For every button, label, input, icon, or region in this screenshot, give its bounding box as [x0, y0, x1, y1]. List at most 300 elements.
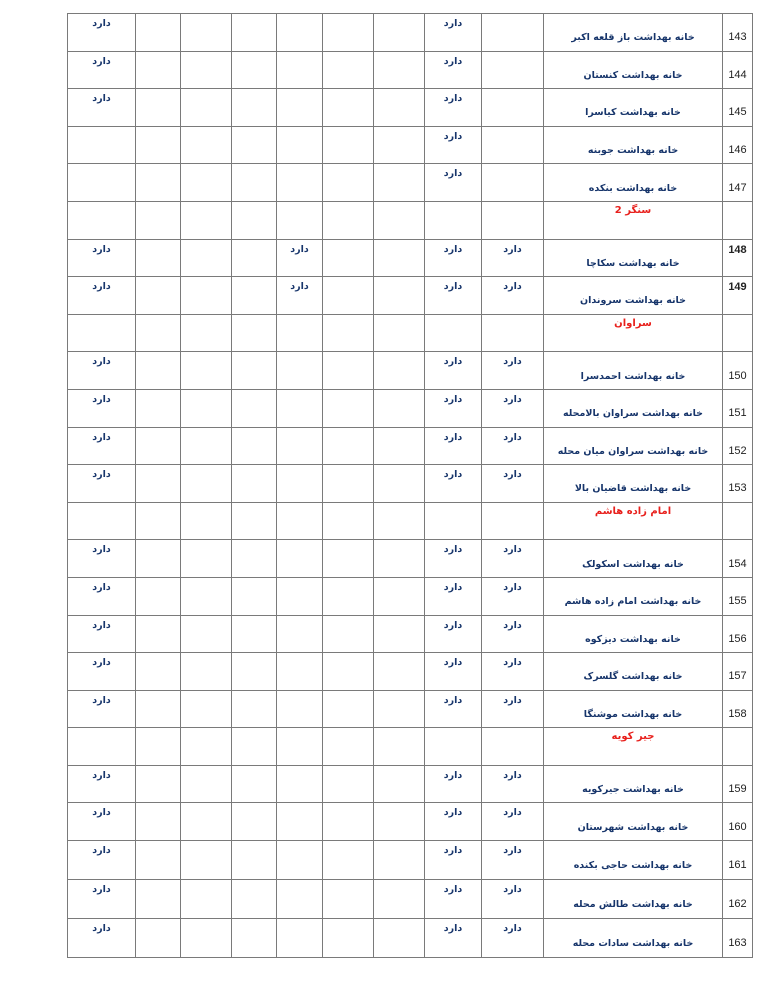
status-cell-c6 [232, 919, 277, 958]
status-cell-c3 [374, 51, 425, 89]
status-cell-c9: دارد [68, 653, 136, 691]
status-cell-c5 [277, 919, 323, 958]
empty-cell [136, 314, 181, 352]
health-house-name: خانه بهداشت احمدسرا [544, 352, 723, 390]
status-cell-c1: دارد [482, 803, 544, 841]
status-cell-c5: دارد [277, 239, 323, 277]
status-cell-c9: دارد [68, 389, 136, 427]
region-header-row [68, 201, 753, 239]
row-number: 146 [723, 126, 753, 164]
status-cell-c7 [181, 352, 232, 390]
region-header-row [68, 314, 753, 352]
status-cell-c9: دارد [68, 577, 136, 615]
row-number: 151 [723, 389, 753, 427]
health-house-name: خانه بهداشت باز قلعه اکبر [544, 14, 723, 52]
status-cell-c4 [323, 277, 374, 315]
status-cell-c7 [181, 690, 232, 728]
health-house-name: خانه بهداشت سروندان [544, 277, 723, 315]
status-cell-c1 [482, 51, 544, 89]
status-cell-c1: دارد [482, 427, 544, 465]
empty-cell [68, 728, 136, 766]
table-row [68, 164, 753, 202]
row-number: 143 [723, 14, 753, 52]
status-cell-c6 [232, 765, 277, 803]
table-row [68, 239, 753, 277]
status-cell-c4 [323, 14, 374, 52]
status-cell-c5 [277, 841, 323, 880]
status-cell-c6 [232, 653, 277, 691]
status-cell-c7 [181, 465, 232, 503]
row-number: 147 [723, 164, 753, 202]
status-cell-c6 [232, 690, 277, 728]
empty-cell [374, 314, 425, 352]
status-cell-c1: دارد [482, 653, 544, 691]
status-cell-c3 [374, 765, 425, 803]
status-cell-c2: دارد [425, 690, 482, 728]
health-house-name: خانه بهداشت کنستان [544, 51, 723, 89]
status-cell-c1: دارد [482, 880, 544, 919]
status-cell-c1: دارد [482, 239, 544, 277]
status-cell-c2: دارد [425, 389, 482, 427]
status-cell-c6 [232, 427, 277, 465]
status-cell-c4 [323, 89, 374, 127]
row-number: 159 [723, 765, 753, 803]
status-cell-c3 [374, 126, 425, 164]
status-cell-c1: دارد [482, 540, 544, 578]
empty-cell [323, 314, 374, 352]
status-cell-c3 [374, 919, 425, 958]
empty-cell [323, 502, 374, 540]
empty-cell [232, 728, 277, 766]
table-row [68, 577, 753, 615]
status-cell-c6 [232, 803, 277, 841]
empty-cell [425, 314, 482, 352]
region-name: سنگر 2 [544, 201, 723, 239]
status-cell-c3 [374, 427, 425, 465]
status-cell-c6 [232, 465, 277, 503]
empty-cell [482, 201, 544, 239]
status-cell-c3 [374, 164, 425, 202]
status-cell-c9: دارد [68, 89, 136, 127]
status-cell-c3 [374, 89, 425, 127]
status-cell-c7 [181, 577, 232, 615]
status-cell-c2: دارد [425, 803, 482, 841]
status-cell-c8 [136, 919, 181, 958]
table-row [68, 615, 753, 653]
status-cell-c2: دارد [425, 239, 482, 277]
row-number-cell [723, 201, 753, 239]
health-house-name: خانه بهداشت سادات محله [544, 919, 723, 958]
status-cell-c3 [374, 577, 425, 615]
status-cell-c8 [136, 277, 181, 315]
status-cell-c3 [374, 352, 425, 390]
row-number: 163 [723, 919, 753, 958]
table-row [68, 126, 753, 164]
empty-cell [232, 502, 277, 540]
status-cell-c1 [482, 164, 544, 202]
health-house-name: خانه بهداشت اسکولک [544, 540, 723, 578]
table-row [68, 465, 753, 503]
status-cell-c7 [181, 653, 232, 691]
status-cell-c4 [323, 690, 374, 728]
status-cell-c9: دارد [68, 615, 136, 653]
table-row [68, 89, 753, 127]
status-cell-c7 [181, 880, 232, 919]
status-cell-c4 [323, 51, 374, 89]
status-cell-c4 [323, 765, 374, 803]
status-cell-c3 [374, 389, 425, 427]
status-cell-c2: دارد [425, 14, 482, 52]
status-cell-c5 [277, 389, 323, 427]
status-cell-c4 [323, 919, 374, 958]
health-house-name: خانه بهداشت امام زاده هاشم [544, 577, 723, 615]
empty-cell [136, 728, 181, 766]
status-cell-c8 [136, 164, 181, 202]
status-cell-c9: دارد [68, 765, 136, 803]
status-cell-c2: دارد [425, 653, 482, 691]
status-cell-c5 [277, 164, 323, 202]
empty-cell [374, 502, 425, 540]
status-cell-c3 [374, 653, 425, 691]
row-number-cell [723, 502, 753, 540]
row-number: 157 [723, 653, 753, 691]
status-cell-c2: دارد [425, 126, 482, 164]
region-name: سراوان [544, 314, 723, 352]
status-cell-c5 [277, 577, 323, 615]
status-cell-c6 [232, 841, 277, 880]
table-row [68, 352, 753, 390]
empty-cell [181, 728, 232, 766]
status-cell-c7 [181, 540, 232, 578]
status-cell-c8 [136, 690, 181, 728]
table-row [68, 919, 753, 958]
status-cell-c1 [482, 89, 544, 127]
row-number-cell [723, 728, 753, 766]
table-row [68, 14, 753, 52]
status-cell-c5 [277, 126, 323, 164]
row-number: 154 [723, 540, 753, 578]
status-cell-c4 [323, 427, 374, 465]
status-cell-c9: دارد [68, 239, 136, 277]
health-house-name: خانه بهداشت کیاسرا [544, 89, 723, 127]
status-cell-c5 [277, 465, 323, 503]
status-cell-c9: دارد [68, 427, 136, 465]
status-cell-c6 [232, 51, 277, 89]
status-cell-c3 [374, 540, 425, 578]
empty-cell [425, 728, 482, 766]
empty-cell [323, 201, 374, 239]
status-cell-c8 [136, 841, 181, 880]
health-house-name: خانه بهداشت جیرکویه [544, 765, 723, 803]
status-cell-c4 [323, 803, 374, 841]
status-cell-c4 [323, 126, 374, 164]
health-house-name: خانه بهداشت سکاچا [544, 239, 723, 277]
row-number: 161 [723, 841, 753, 880]
table-row [68, 51, 753, 89]
status-cell-c1 [482, 14, 544, 52]
status-cell-c4 [323, 164, 374, 202]
status-cell-c1 [482, 126, 544, 164]
status-cell-c5 [277, 427, 323, 465]
status-cell-c5 [277, 880, 323, 919]
status-cell-c8 [136, 389, 181, 427]
status-cell-c4 [323, 615, 374, 653]
status-cell-c1: دارد [482, 389, 544, 427]
empty-cell [68, 201, 136, 239]
health-house-name: خانه بهداشت بنکده [544, 164, 723, 202]
status-cell-c5 [277, 51, 323, 89]
empty-cell [374, 728, 425, 766]
status-cell-c9 [68, 126, 136, 164]
table-row [68, 427, 753, 465]
status-cell-c7 [181, 239, 232, 277]
status-cell-c4 [323, 352, 374, 390]
row-number: 152 [723, 427, 753, 465]
status-cell-c6 [232, 880, 277, 919]
status-cell-c4 [323, 653, 374, 691]
region-header-row [68, 728, 753, 766]
health-house-name: خانه بهداشت جوبنه [544, 126, 723, 164]
status-cell-c6 [232, 14, 277, 52]
empty-cell [68, 314, 136, 352]
status-cell-c8 [136, 880, 181, 919]
empty-cell [425, 201, 482, 239]
status-cell-c1: دارد [482, 577, 544, 615]
status-cell-c6 [232, 615, 277, 653]
status-cell-c5 [277, 89, 323, 127]
empty-cell [181, 314, 232, 352]
empty-cell [136, 502, 181, 540]
status-cell-c9: دارد [68, 690, 136, 728]
status-cell-c3 [374, 880, 425, 919]
status-cell-c8 [136, 239, 181, 277]
health-house-name: خانه بهداشت دیزکوه [544, 615, 723, 653]
status-cell-c1: دارد [482, 841, 544, 880]
status-cell-c2: دارد [425, 427, 482, 465]
status-cell-c8 [136, 540, 181, 578]
status-cell-c6 [232, 126, 277, 164]
empty-cell [277, 201, 323, 239]
empty-cell [425, 502, 482, 540]
status-cell-c2: دارد [425, 540, 482, 578]
status-cell-c4 [323, 239, 374, 277]
status-cell-c5: دارد [277, 277, 323, 315]
health-house-name: خانه بهداشت طالش محله [544, 880, 723, 919]
status-cell-c6 [232, 389, 277, 427]
status-cell-c2: دارد [425, 841, 482, 880]
status-cell-c3 [374, 803, 425, 841]
row-number: 158 [723, 690, 753, 728]
status-cell-c1: دارد [482, 919, 544, 958]
empty-cell [136, 201, 181, 239]
status-cell-c7 [181, 126, 232, 164]
table-body [68, 14, 753, 958]
status-cell-c4 [323, 540, 374, 578]
status-cell-c7 [181, 14, 232, 52]
status-cell-c5 [277, 653, 323, 691]
status-cell-c4 [323, 841, 374, 880]
status-cell-c7 [181, 164, 232, 202]
status-cell-c3 [374, 841, 425, 880]
status-cell-c8 [136, 51, 181, 89]
status-cell-c8 [136, 577, 181, 615]
status-cell-c8 [136, 653, 181, 691]
status-cell-c3 [374, 465, 425, 503]
empty-cell [68, 502, 136, 540]
status-cell-c6 [232, 164, 277, 202]
status-cell-c1: دارد [482, 465, 544, 503]
status-cell-c8 [136, 89, 181, 127]
empty-cell [482, 502, 544, 540]
table-row [68, 880, 753, 919]
status-cell-c8 [136, 126, 181, 164]
status-cell-c3 [374, 615, 425, 653]
status-cell-c4 [323, 577, 374, 615]
row-number: 160 [723, 803, 753, 841]
row-number: 144 [723, 51, 753, 89]
status-cell-c7 [181, 389, 232, 427]
status-cell-c9: دارد [68, 803, 136, 841]
table-row [68, 653, 753, 691]
status-cell-c9: دارد [68, 352, 136, 390]
status-cell-c2: دارد [425, 577, 482, 615]
status-cell-c6 [232, 352, 277, 390]
row-number: 156 [723, 615, 753, 653]
status-cell-c1: دارد [482, 615, 544, 653]
empty-cell [277, 502, 323, 540]
status-cell-c6 [232, 540, 277, 578]
status-cell-c6 [232, 577, 277, 615]
health-house-name: خانه بهداشت شهرستان [544, 803, 723, 841]
row-number: 148 [723, 239, 753, 277]
status-cell-c2: دارد [425, 89, 482, 127]
status-cell-c8 [136, 615, 181, 653]
table-row [68, 540, 753, 578]
status-cell-c4 [323, 880, 374, 919]
status-cell-c5 [277, 690, 323, 728]
status-cell-c2: دارد [425, 277, 482, 315]
status-cell-c9: دارد [68, 841, 136, 880]
status-cell-c1: دارد [482, 277, 544, 315]
region-name: امام زاده هاشم [544, 502, 723, 540]
status-cell-c8 [136, 803, 181, 841]
status-cell-c4 [323, 389, 374, 427]
status-cell-c2: دارد [425, 765, 482, 803]
status-cell-c9 [68, 164, 136, 202]
empty-cell [482, 314, 544, 352]
health-house-name: خانه بهداشت موشنگا [544, 690, 723, 728]
status-cell-c2: دارد [425, 164, 482, 202]
health-house-name: خانه بهداشت سراوان میان محله [544, 427, 723, 465]
status-cell-c3 [374, 239, 425, 277]
row-number-cell [723, 314, 753, 352]
empty-cell [482, 728, 544, 766]
status-cell-c2: دارد [425, 919, 482, 958]
health-house-table [67, 13, 753, 958]
table-row [68, 765, 753, 803]
empty-cell [277, 728, 323, 766]
status-cell-c2: دارد [425, 465, 482, 503]
status-cell-c5 [277, 14, 323, 52]
status-cell-c8 [136, 465, 181, 503]
region-header-row [68, 502, 753, 540]
empty-cell [232, 201, 277, 239]
health-house-name: خانه بهداشت سراوان بالامحله [544, 389, 723, 427]
status-cell-c7 [181, 277, 232, 315]
status-cell-c2: دارد [425, 615, 482, 653]
status-cell-c9: دارد [68, 465, 136, 503]
status-cell-c6 [232, 277, 277, 315]
status-cell-c8 [136, 427, 181, 465]
status-cell-c7 [181, 51, 232, 89]
empty-cell [323, 728, 374, 766]
row-number: 162 [723, 880, 753, 919]
status-cell-c6 [232, 239, 277, 277]
empty-cell [232, 314, 277, 352]
status-cell-c7 [181, 841, 232, 880]
status-cell-c5 [277, 803, 323, 841]
health-house-name: خانه بهداشت گلسرک [544, 653, 723, 691]
status-cell-c7 [181, 89, 232, 127]
row-number: 150 [723, 352, 753, 390]
row-number: 155 [723, 577, 753, 615]
status-cell-c7 [181, 427, 232, 465]
status-cell-c6 [232, 89, 277, 127]
status-cell-c7 [181, 615, 232, 653]
status-cell-c9: دارد [68, 14, 136, 52]
table-row [68, 803, 753, 841]
status-cell-c3 [374, 14, 425, 52]
status-cell-c8 [136, 352, 181, 390]
status-cell-c5 [277, 615, 323, 653]
health-house-name: خانه بهداشت حاجی بکنده [544, 841, 723, 880]
row-number: 153 [723, 465, 753, 503]
status-cell-c5 [277, 540, 323, 578]
status-cell-c9: دارد [68, 919, 136, 958]
status-cell-c9: دارد [68, 51, 136, 89]
empty-cell [181, 201, 232, 239]
table-row [68, 389, 753, 427]
status-cell-c8 [136, 14, 181, 52]
empty-cell [181, 502, 232, 540]
table-row [68, 690, 753, 728]
status-cell-c4 [323, 465, 374, 503]
status-cell-c3 [374, 690, 425, 728]
status-cell-c7 [181, 765, 232, 803]
status-cell-c2: دارد [425, 880, 482, 919]
status-cell-c7 [181, 803, 232, 841]
status-cell-c5 [277, 352, 323, 390]
status-cell-c3 [374, 277, 425, 315]
table-row [68, 277, 753, 315]
status-cell-c2: دارد [425, 352, 482, 390]
status-cell-c1: دارد [482, 352, 544, 390]
row-number: 145 [723, 89, 753, 127]
status-cell-c2: دارد [425, 51, 482, 89]
row-number: 149 [723, 277, 753, 315]
status-cell-c1: دارد [482, 690, 544, 728]
status-cell-c5 [277, 765, 323, 803]
status-cell-c7 [181, 919, 232, 958]
status-cell-c9: دارد [68, 880, 136, 919]
status-cell-c8 [136, 765, 181, 803]
status-cell-c9: دارد [68, 540, 136, 578]
table-row [68, 841, 753, 880]
health-house-name: خانه بهداشت قاضیان بالا [544, 465, 723, 503]
region-name: جیر کویه [544, 728, 723, 766]
empty-cell [374, 201, 425, 239]
status-cell-c9: دارد [68, 277, 136, 315]
